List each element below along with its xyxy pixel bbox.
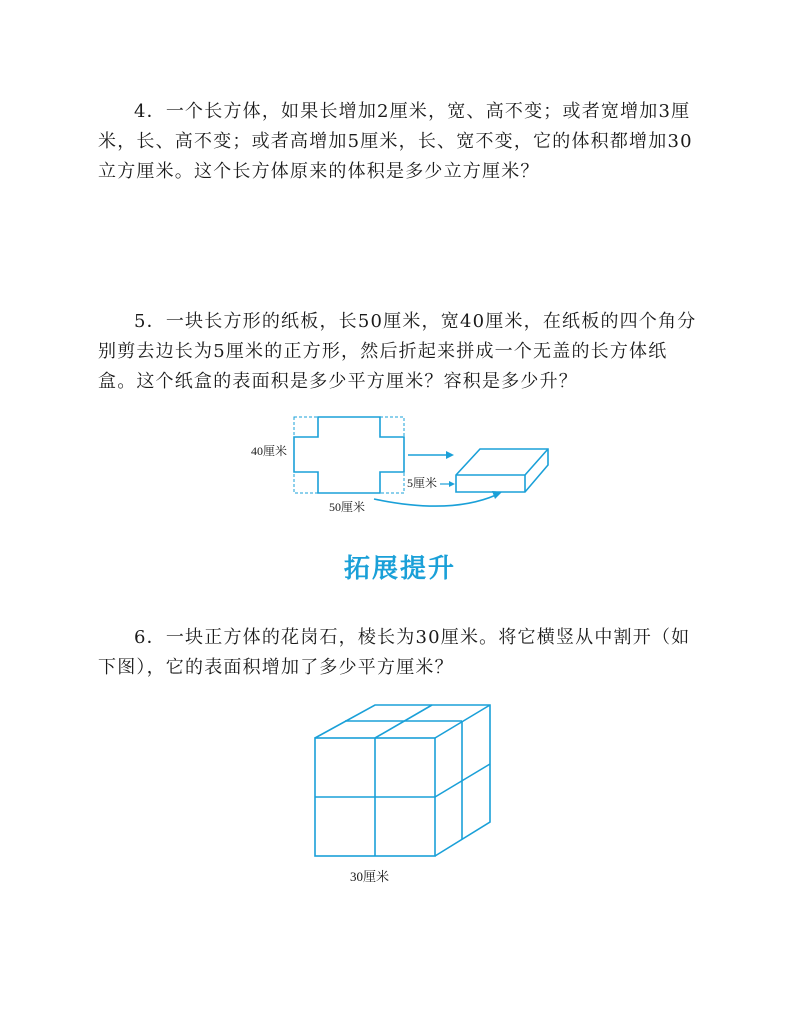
problem-5-line-3: 盒。这个纸盒的表面积是多少平方厘米？容积是多少升？ [98, 371, 578, 392]
length-label: 50厘米 [329, 500, 366, 514]
cut-corner-squares [294, 417, 404, 493]
problem-6-line-2: 下图），它的表面积增加了多少平方厘米？ [98, 657, 454, 678]
edge-label: 30厘米 [350, 869, 390, 884]
section-heading: 拓展提升 [343, 554, 456, 584]
height-arrow-head [449, 481, 455, 487]
cube-cut-lines [315, 705, 490, 856]
problem-5-line-2: 别剪去边长为5厘米的正方形，然后折起来拼成一个无盖的长方体纸 [98, 341, 668, 362]
cube-figure [300, 700, 500, 890]
problem-5-text [98, 307, 702, 397]
problem-4-line-2: 米，长、高不变；或者高增加5厘米，长、宽不变，它的体积都增加30 [98, 131, 693, 152]
problem-5-line-1: 5．一块长方形的纸板，长50厘米，宽40厘米，在纸板的四个角分 [134, 311, 697, 332]
curved-arrow [374, 495, 496, 506]
problem-6-line-1: 6．一块正方体的花岗石，棱长为30厘米。将它横竖从中割开（如 [134, 627, 691, 648]
problem-4-line-1: 4．一个长方体，如果长增加2厘米，宽、高不变；或者宽增加3厘 [134, 101, 691, 122]
height-label: 5厘米 [407, 476, 438, 490]
paper-box-figure [240, 405, 570, 520]
open-box [456, 449, 548, 492]
problem-4-line-3: 立方厘米。这个长方体原来的体积是多少立方厘米？ [98, 161, 540, 182]
cardboard-net-outline [294, 417, 404, 493]
width-label: 40厘米 [251, 444, 288, 458]
problem-6-text [98, 623, 702, 683]
problem-4-text [98, 97, 702, 187]
fold-arrow-head [446, 451, 454, 459]
